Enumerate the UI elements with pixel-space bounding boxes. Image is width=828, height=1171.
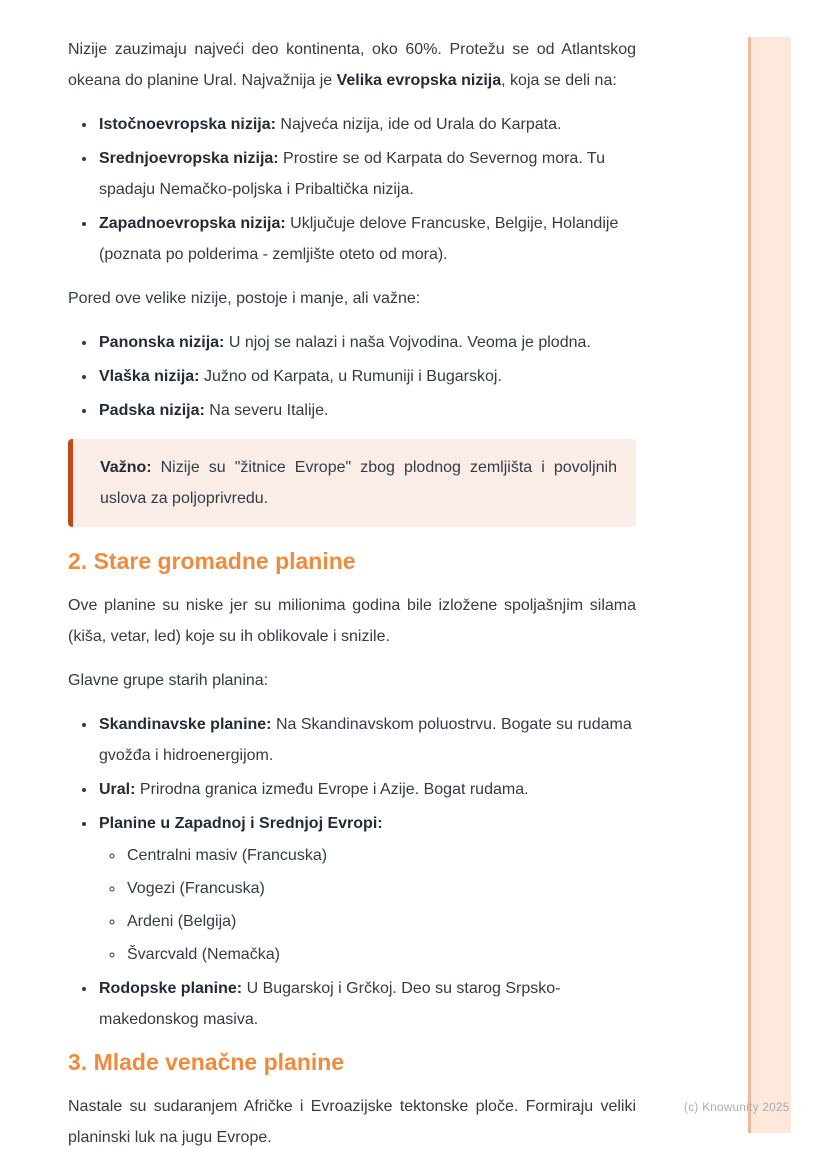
- old-mountains-groups-intro: Glavne grupe starih planina:: [68, 672, 269, 689]
- list-item-term: Zapadnoevropska nizija:: [99, 215, 286, 232]
- sublist-item: ◦ Švarcvald (Nemačka): [125, 939, 636, 970]
- list-item-desc: Prirodna granica između Evrope i Azije. Bogat rudama.: [135, 781, 529, 798]
- list-item: [97, 709, 636, 771]
- list-item: [97, 143, 636, 205]
- list-item-desc: U njoj se nalazi i naša Vojvodina. Veoma je plodna.: [224, 334, 591, 351]
- list-item-term: Ural:: [99, 781, 136, 798]
- old-mountains-paragraph: Ove planine su niske jer su milionima godina bile izložene spoljašnjim silama (kiša, vetar, led) koje su ih oblikovale i snizile.: [68, 597, 636, 645]
- list-item-desc: Na severu Italije.: [204, 402, 329, 419]
- intro-bold-term: Velika evropska nizija: [336, 72, 502, 89]
- page-edge-stripe: [748, 37, 791, 1133]
- section-heading-old-mountains: 2. Stare gromadne planine: [68, 548, 356, 574]
- list-item: [97, 208, 636, 270]
- smaller-plains-list: [68, 327, 636, 426]
- western-central-mountains-sublist: [99, 840, 636, 970]
- callout-label: Važno:: [100, 459, 152, 476]
- list-item-desc: Uključuje delove Francuske, Belgije, Holandije (poznata po polderima - zemljište oteto od mora).: [99, 215, 619, 263]
- smaller-plains-intro: Pored ove velike nizije, postoje i manje, ali važne:: [68, 290, 421, 307]
- sublist-item: ◦ Centralni masiv (Francuska): [125, 840, 636, 871]
- intro-text-start: Nizije zauzimaju najveći deo kontinenta, oko 60%. Protežu se od Atlantskog okeana do planine Ural. Najvažnija je: [68, 41, 636, 89]
- list-item-term: Srednjoevropska nizija:: [99, 150, 279, 167]
- sublist-item: ◦ Ardeni (Belgija): [125, 906, 636, 937]
- list-item: [97, 808, 636, 970]
- list-item: [97, 395, 636, 426]
- list-item-desc: Najveća nizija, ide od Urala do Karpata.: [275, 116, 562, 133]
- list-item-term: Rodopske planine:: [99, 980, 243, 997]
- list-item-term: Padska nizija:: [99, 402, 205, 419]
- intro-text-end: , koja se deli na:: [501, 72, 617, 89]
- list-item: [97, 973, 636, 1035]
- list-item-desc: Na Skandinavskom poluostrvu. Bogate su rudama gvožđa i hidroenergijom.: [99, 716, 632, 764]
- list-item: [97, 361, 636, 392]
- list-item-term: Planine u Zapadnoj i Srednjoj Evropi:: [99, 815, 383, 832]
- section-heading-young-mountains: 3. Mlade venačne planine: [68, 1049, 345, 1075]
- list-item: [97, 109, 636, 140]
- watermark: (c) Knowunity 2025: [684, 1102, 790, 1114]
- list-item: [97, 774, 636, 805]
- list-item-term: Skandinavske planine:: [99, 716, 272, 733]
- list-item-term: Vlaška nizija:: [99, 368, 200, 385]
- callout-text: Nizije su "žitnice Evrope" zbog plodnog zemljišta i povoljnih uslova za poljoprivredu.: [100, 459, 617, 507]
- list-item: [97, 327, 636, 358]
- young-mountains-paragraph: Nastale su sudaranjem Afričke i Evroazijske tektonske ploče. Formiraju veliki planinski luk na jugu Evrope.: [68, 1098, 636, 1146]
- important-note-callout: [68, 439, 636, 527]
- major-plains-list: [68, 109, 636, 270]
- old-mountains-list: [68, 709, 636, 1035]
- list-item-term: Panonska nizija:: [99, 334, 225, 351]
- sublist-item: ◦ Vogezi (Francuska): [125, 873, 636, 904]
- list-item-term: Istočnoevropska nizija:: [99, 116, 276, 133]
- list-item-desc: U Bugarskoj i Grčkoj. Deo su starog Srpsko-makedonskog masiva.: [99, 980, 561, 1028]
- intro-paragraph: [68, 34, 636, 96]
- list-item-desc: Prostire se od Karpata do Severnog mora. Tu spadaju Nemačko-poljska i Pribaltička nizija.: [99, 150, 606, 198]
- list-item-desc: Južno od Karpata, u Rumuniji i Bugarskoj.: [199, 368, 502, 385]
